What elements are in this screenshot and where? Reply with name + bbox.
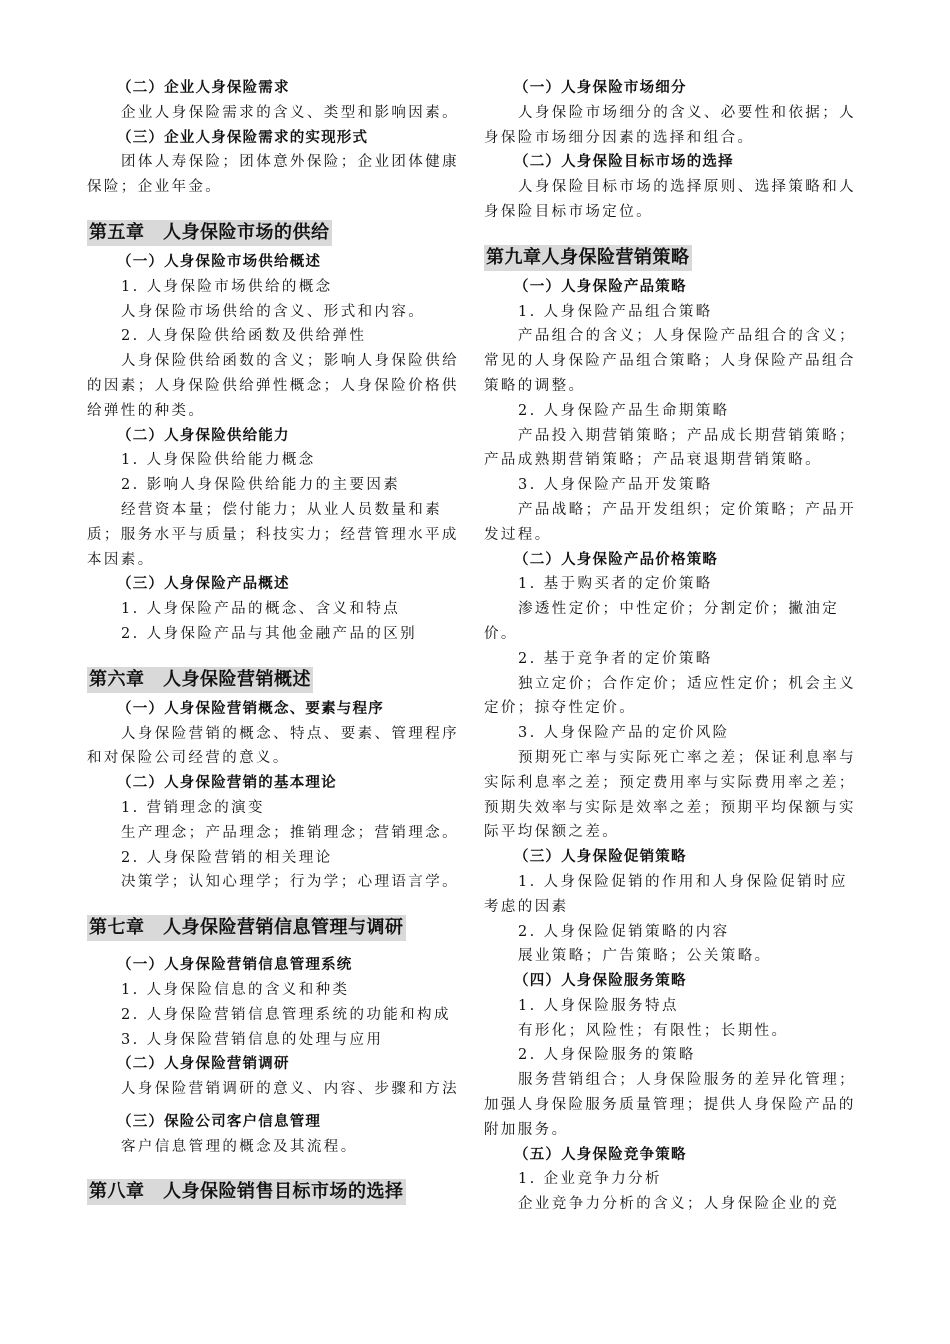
body-text: 2. 人身保险供给函数及供给弹性 [121, 328, 367, 345]
body-text: 人身保险市场细分的含义、必要性和依据；人身保险市场细分因素的选择和组合。 [484, 104, 856, 146]
section-heading: （二）人身保险供给能力 [117, 427, 290, 444]
section-heading: （一）人身保险营销信息管理系统 [117, 957, 353, 974]
body-text: 2. 基于竞争者的定价策略 [518, 650, 713, 667]
section-spacer [87, 895, 459, 915]
chapter-heading-row [87, 1179, 459, 1205]
body-text: 1. 人身保险促销的作用和人身保险促销时应考虑的因素 [484, 873, 848, 915]
body-text: 决策学；认知心理学；行为学；心理语言学。 [121, 874, 459, 891]
section-heading: （一）人身保险市场细分 [514, 80, 687, 96]
section-heading: （三）人身保险产品概述 [117, 576, 290, 593]
section-heading: （三）企业人身保险需求的实现形式 [117, 129, 369, 146]
body-text: 独立定价；合作定价；适应性定价；机会主义定价；掠夺性定价。 [484, 675, 856, 717]
body-text: 1. 企业竞争力分析 [518, 1171, 662, 1188]
body-text: 1. 人身保险信息的含义和种类 [121, 981, 350, 998]
section-heading: （三）人身保险促销策略 [514, 849, 687, 866]
body-text: 3. 人身保险产品开发策略 [518, 477, 713, 494]
body-text: 有形化；风险性；有限性；长期性。 [518, 1022, 789, 1039]
body-text: 人身保险目标市场的选择原则、选择策略和人身保险目标市场定位。 [484, 179, 856, 220]
body-text: 渗透性定价；中性定价；分割定价；撇油定价。 [484, 601, 840, 642]
body-text: 3. 人身保险营销信息的处理与应用 [121, 1031, 384, 1048]
body-text: 客户信息管理的概念及其流程。 [121, 1138, 358, 1155]
left-column [87, 76, 459, 1209]
chapter-heading-row [87, 220, 459, 246]
body-text: 服务营销组合；人身保险服务的差异化管理；加强人身保险服务质量管理；提供人身保险产品的附加服务。 [484, 1072, 856, 1138]
body-text: 2. 人身保险产品与其他金融产品的区别 [121, 625, 418, 642]
chapter-heading: 第九章人身保险营销策略 [484, 245, 692, 271]
chapter-heading: 第七章 人身保险营销信息管理与调研 [87, 915, 406, 941]
section-heading: （二）人身保险产品价格策略 [514, 551, 719, 568]
section-heading: （五）人身保险竞争策略 [514, 1146, 687, 1163]
body-text: 1. 人身保险服务特点 [518, 997, 679, 1014]
body-text: 2. 人身保险促销策略的内容 [518, 923, 730, 940]
body-text: 1. 人身保险产品的概念、含义和特点 [121, 601, 401, 618]
section-heading: （一）人身保险产品策略 [514, 278, 687, 295]
section-spacer [87, 1102, 459, 1110]
body-text: 2. 影响人身保险供给能力的主要因素 [121, 477, 401, 494]
section-heading: （二）企业人身保险需求 [117, 80, 290, 96]
body-text: 生产理念；产品理念；推销理念；营销理念。 [121, 824, 459, 841]
section-spacer [484, 225, 856, 245]
body-text: 人身保险营销的概念、特点、要素、管理程序和对保险公司经营的意义。 [87, 725, 459, 767]
section-heading: （四）人身保险服务策略 [514, 973, 687, 990]
body-text: 人身保险市场供给的含义、形式和内容。 [121, 303, 426, 320]
body-text: 产品战略；产品开发组织；定价策略；产品开发过程。 [484, 501, 856, 543]
body-text: 人身保险营销调研的意义、内容、步骤和方法 [121, 1081, 459, 1098]
body-text: 预期死亡率与实际死亡率之差；保证利息率与实际利息率之差；预定费用率与实际费用率之差；预期失效率与实际是效率之差；预期平均保额与实际平均保额之差。 [484, 749, 856, 841]
chapter-heading: 第八章 人身保险销售目标市场的选择 [87, 1179, 406, 1205]
body-text: 1. 基于购买者的定价策略 [518, 576, 713, 593]
body-text: 产品组合的含义；人身保险产品组合的含义；常见的人身保险产品组合策略；人身保险产品组合策略的调整。 [484, 328, 856, 394]
chapter-heading: 第五章 人身保险市场的供给 [87, 220, 332, 246]
chapter-heading: 第六章 人身保险营销概述 [87, 667, 313, 693]
right-column [484, 76, 856, 1217]
section-heading: （二）人身保险营销调研 [117, 1056, 290, 1073]
body-text: 3. 人身保险产品的定价风险 [518, 725, 730, 742]
body-text: 经营资本量；偿付能力；从业人员数量和素质；服务水平与质量；科技实力；经营管理水平成本因素。 [87, 501, 459, 568]
chapter-heading-row [87, 667, 459, 693]
body-text: 2. 人身保险营销的相关理论 [121, 849, 333, 866]
body-text: 团体人寿保险；团体意外保险；企业团体健康保险；企业年金。 [87, 154, 459, 196]
body-text: 企业竞争力分析的含义；人身保险企业的竞 [518, 1196, 840, 1213]
body-text: 1. 营销理念的演变 [121, 799, 265, 816]
section-heading: （二）人身保险目标市场的选择 [514, 154, 734, 171]
section-spacer [87, 1159, 459, 1179]
section-spacer [87, 945, 459, 953]
body-text: 1. 人身保险产品组合策略 [518, 303, 713, 320]
body-text: 1. 人身保险市场供给的概念 [121, 278, 333, 295]
body-text: 企业人身保险需求的含义、类型和影响因素。 [121, 104, 459, 121]
chapter-heading-row [484, 245, 856, 271]
body-text: 2. 人身保险服务的策略 [518, 1047, 696, 1064]
body-text: 2. 人身保险产品生命期策略 [518, 402, 730, 419]
section-heading: （三）保险公司客户信息管理 [117, 1113, 322, 1130]
section-heading: （一）人身保险市场供给概述 [117, 253, 322, 270]
section-heading: （一）人身保险营销概念、要素与程序 [117, 700, 384, 717]
body-text: 2. 人身保险营销信息管理系统的功能和构成 [121, 1006, 451, 1023]
section-spacer [87, 200, 459, 220]
body-text: 产品投入期营销策略；产品成长期营销策略；产品成熟期营销策略；产品衰退期营销策略。 [484, 427, 856, 469]
chapter-heading-row [87, 915, 459, 941]
section-heading: （二）人身保险营销的基本理论 [117, 775, 337, 792]
body-text: 人身保险供给函数的含义；影响人身保险供给的因素；人身保险供给弹性概念；人身保险价格供给弹性的种类。 [87, 353, 459, 419]
body-text: 展业策略；广告策略；公关策略。 [518, 948, 772, 965]
body-text: 1. 人身保险供给能力概念 [121, 452, 316, 469]
section-spacer [87, 647, 459, 667]
